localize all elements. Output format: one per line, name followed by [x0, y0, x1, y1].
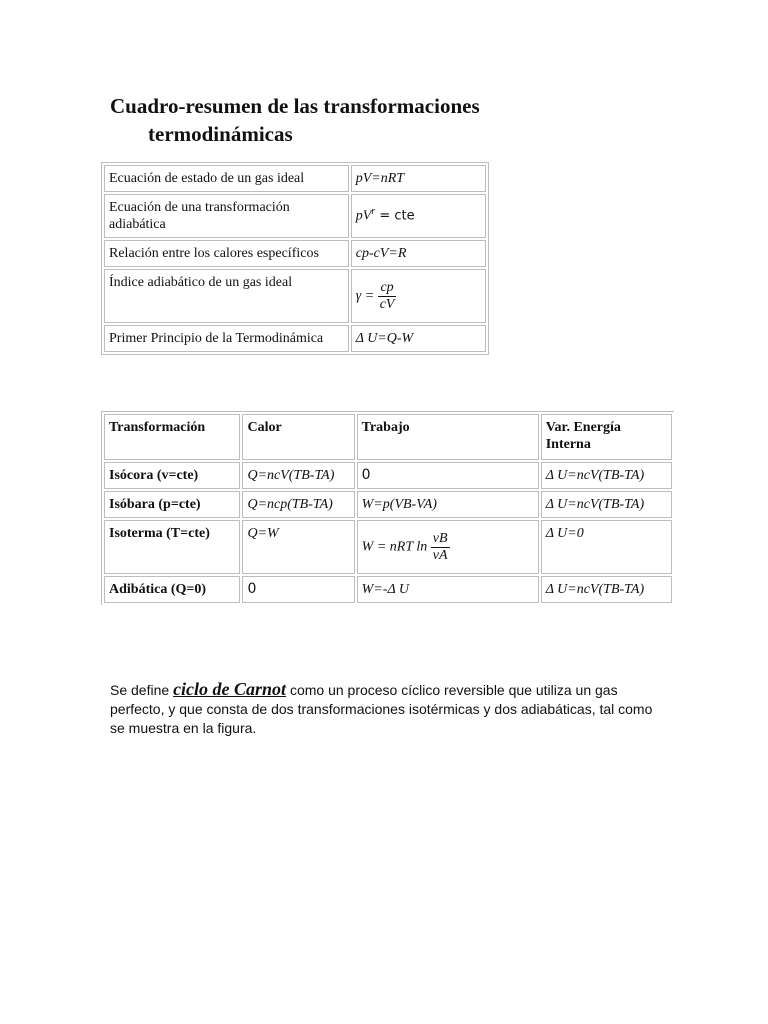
fraction	[378, 280, 397, 313]
row-name: Isóbara (p=cte)	[104, 491, 240, 518]
row-energy: Δ U=ncV(TB-TA)	[541, 491, 672, 518]
fraction-numerator: vB	[432, 530, 448, 546]
row-energy: Δ U=0	[541, 520, 672, 574]
table-row	[104, 194, 486, 238]
carnot-paragraph	[110, 680, 660, 738]
formula-adiabatic-index	[351, 269, 486, 323]
page-title	[110, 92, 670, 148]
fraction-denominator: cV	[379, 296, 395, 312]
formula-rest: = cte	[375, 208, 415, 224]
paragraph-body: como un proceso cíclico reversible que utiliza un gas perfecto, y que consta de dos transformaciones isotérmicas y dos adiabáticas, tal como se muestra en la figura.	[110, 682, 653, 736]
table-row	[104, 269, 486, 323]
transformations-table	[101, 411, 674, 605]
row-heat: Q=W	[242, 520, 354, 574]
row-name: Isócora (v=cte)	[104, 462, 240, 489]
formula-adiabatic	[351, 194, 486, 238]
row-heat: 0	[242, 576, 354, 603]
table-row	[104, 240, 486, 267]
row-work: W=-Δ U	[357, 576, 539, 603]
formula-state-equation: pV=nRT	[351, 165, 486, 192]
table-row	[104, 491, 672, 518]
summary-table	[101, 162, 489, 355]
formula-lhs: γ =	[355, 288, 375, 304]
formula-base: pV	[355, 208, 372, 224]
row-label: Relación entre los calores específicos	[104, 240, 349, 267]
header-work: Trabajo	[357, 414, 539, 460]
paragraph-intro: Se define	[110, 682, 174, 698]
table-row	[104, 576, 672, 603]
header-transformation: Transformación	[104, 414, 240, 460]
formula-specific-heats: cp-cV=R	[351, 240, 486, 267]
row-energy: Δ U=ncV(TB-TA)	[541, 576, 672, 603]
row-work: 0	[357, 462, 539, 489]
fraction	[431, 531, 450, 564]
row-label: Ecuación de estado de un gas ideal	[104, 165, 349, 192]
fraction-denominator: vA	[432, 547, 448, 563]
carnot-cycle-link[interactable]: ciclo de Carnot	[173, 679, 287, 699]
formula-exponent: r	[371, 206, 376, 217]
row-label: Ecuación de una transformación adiabática	[104, 194, 349, 238]
row-energy: Δ U=ncV(TB-TA)	[541, 462, 672, 489]
row-label: Índice adiabático de un gas ideal	[104, 269, 349, 323]
table-row	[104, 325, 486, 352]
title-line-1: Cuadro-resumen de las transformaciones	[110, 94, 480, 118]
row-heat: Q=ncp(TB-TA)	[242, 491, 354, 518]
table-row	[104, 165, 486, 192]
fraction-numerator: cp	[380, 279, 394, 295]
title-line-2: termodinámicas	[148, 122, 293, 146]
row-heat: Q=ncV(TB-TA)	[242, 462, 354, 489]
row-name: Isoterma (T=cte)	[104, 520, 240, 574]
header-heat: Calor	[242, 414, 354, 460]
table-row	[104, 462, 672, 489]
table-header-row	[104, 414, 672, 460]
row-work: W=p(VB-VA)	[357, 491, 539, 518]
formula-first-principle: Δ U=Q-W	[351, 325, 486, 352]
header-energy: Var. Energía Interna	[541, 414, 672, 460]
row-name: Adibática (Q=0)	[104, 576, 240, 603]
row-work	[357, 520, 539, 574]
table-row	[104, 520, 672, 574]
row-label: Primer Principio de la Termodinámica	[104, 325, 349, 352]
work-prefix: W = nRT ln	[361, 539, 428, 555]
